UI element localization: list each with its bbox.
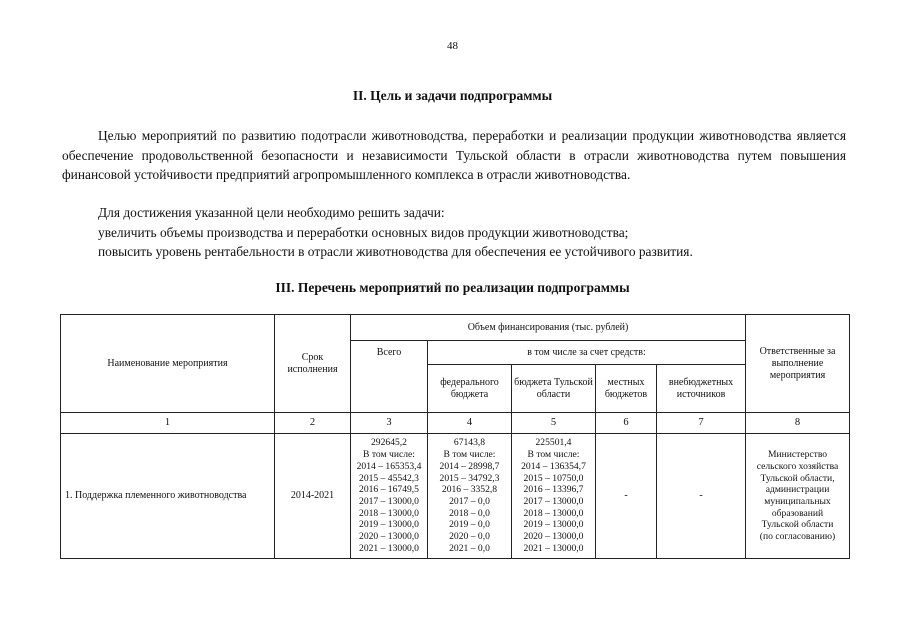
amount-line: 2021 – 0,0 xyxy=(449,542,490,554)
header-term: Срок исполнения xyxy=(275,315,351,413)
responsible-line: администрации xyxy=(765,484,830,496)
column-number: 1 xyxy=(61,413,275,434)
amount-line: В том числе: xyxy=(527,449,580,461)
amount-line: 2020 – 13000,0 xyxy=(523,531,584,543)
header-responsible: Ответственные за выполнение мероприятия xyxy=(746,315,850,413)
amount-line: 225501,4 xyxy=(535,437,572,449)
tasks-list xyxy=(62,203,846,262)
column-number: 2 xyxy=(275,413,351,434)
tasks-intro: Для достижения указанной цели необходимо решить задачи: xyxy=(98,205,445,220)
measures-table xyxy=(60,314,850,559)
measure-term: 2014-2021 xyxy=(275,434,351,559)
amount-line: 2016 – 16749,5 xyxy=(359,484,419,496)
header-offbudget: внебюджетных источников xyxy=(657,365,746,413)
amount-line: 292645,2 xyxy=(371,437,407,449)
amount-line: 2014 – 28998,7 xyxy=(439,460,500,472)
amount-line: 2015 – 34792,3 xyxy=(439,472,500,484)
task-item: повысить уровень рентабельности в отрасли животноводства для обеспечения ее устойчивого развития. xyxy=(98,244,693,259)
amount-line: 2021 – 13000,0 xyxy=(523,542,584,554)
measure-total xyxy=(351,434,428,559)
header-total: Всего xyxy=(351,341,428,413)
amount-line: 2015 – 45542,3 xyxy=(359,472,419,484)
header-local: местных бюджетов xyxy=(596,365,657,413)
amount-line: 2017 – 0,0 xyxy=(449,496,490,507)
measure-name: 1. Поддержка племенного животноводства xyxy=(61,434,275,559)
task-item: увеличить объемы производства и переработки основных видов продукции животноводства; xyxy=(98,224,629,240)
amount-line: 2019 – 13000,0 xyxy=(523,519,584,531)
amount-line: 2018 – 13000,0 xyxy=(359,507,419,519)
header-sources: в том числе за счет средств: xyxy=(428,341,746,365)
responsible-line: Тульской области xyxy=(761,519,834,531)
column-number: 6 xyxy=(596,413,657,434)
amount-line: В том числе: xyxy=(363,449,415,461)
column-number: 8 xyxy=(746,413,850,434)
section-title-goals: II. Цель и задачи подпрограммы xyxy=(352,88,553,103)
responsible-line: сельского хозяйства xyxy=(756,460,839,472)
measure-local: - xyxy=(596,434,657,559)
column-number: 3 xyxy=(351,413,428,434)
amount-line: 2021 – 13000,0 xyxy=(359,542,419,554)
amount-line: 2018 – 0,0 xyxy=(449,507,490,519)
responsible-line: Тульской области, xyxy=(760,472,835,484)
amount-line: 2019 – 0,0 xyxy=(449,519,490,531)
responsible-line: Министерство xyxy=(767,449,828,461)
amount-line: 2014 – 165353,4 xyxy=(356,460,422,472)
amount-line: В том числе: xyxy=(443,449,496,461)
page-number: 48 xyxy=(447,40,458,52)
header-federal: федерального бюджета xyxy=(428,365,512,413)
measure-federal xyxy=(428,434,512,559)
goal-paragraph: Целью мероприятий по развитию подотрасли животноводства, переработки и реализации продукции животноводства является обеспечение продовольственной безопасности и независимости Тульской области в отрасли животноводства путем повышения финансовой устойчивости предприятий агропромышленного комплекса в отрасли животноводства. xyxy=(62,128,846,182)
column-number: 7 xyxy=(657,413,746,434)
measure-responsible xyxy=(746,434,850,559)
amount-line: 2017 – 13000,0 xyxy=(359,496,419,507)
responsible-line: муниципальных xyxy=(764,496,831,507)
amount-line: 2020 – 13000,0 xyxy=(359,531,419,543)
amount-line: 2016 – 13396,7 xyxy=(523,484,584,496)
amount-line: 2015 – 10750,0 xyxy=(523,472,584,484)
amount-line: 2019 – 13000,0 xyxy=(359,519,419,531)
amount-line: 67143,8 xyxy=(453,437,486,449)
responsible-line: (по согласованию) xyxy=(759,531,836,543)
measure-offbudget: - xyxy=(657,434,746,559)
amount-line: 2017 – 13000,0 xyxy=(523,496,584,507)
section-title-measures: III. Перечень мероприятий по реализации подпрограммы xyxy=(275,280,630,295)
table-row xyxy=(61,434,850,559)
column-number: 5 xyxy=(512,413,596,434)
amount-line: 2016 – 3352,8 xyxy=(441,484,498,496)
measure-regional xyxy=(512,434,596,559)
amount-line: 2014 – 136354,7 xyxy=(521,460,586,472)
column-number: 4 xyxy=(428,413,512,434)
column-numbers-row xyxy=(61,413,850,434)
amount-line: 2020 – 0,0 xyxy=(449,531,490,543)
header-name: Наименование мероприятия xyxy=(61,315,275,413)
responsible-line: образований xyxy=(771,507,824,519)
header-financing: Объем финансирования (тыс. рублей) xyxy=(351,315,746,341)
amount-line: 2018 – 13000,0 xyxy=(523,507,584,519)
header-regional: бюджета Тульской области xyxy=(512,365,596,413)
